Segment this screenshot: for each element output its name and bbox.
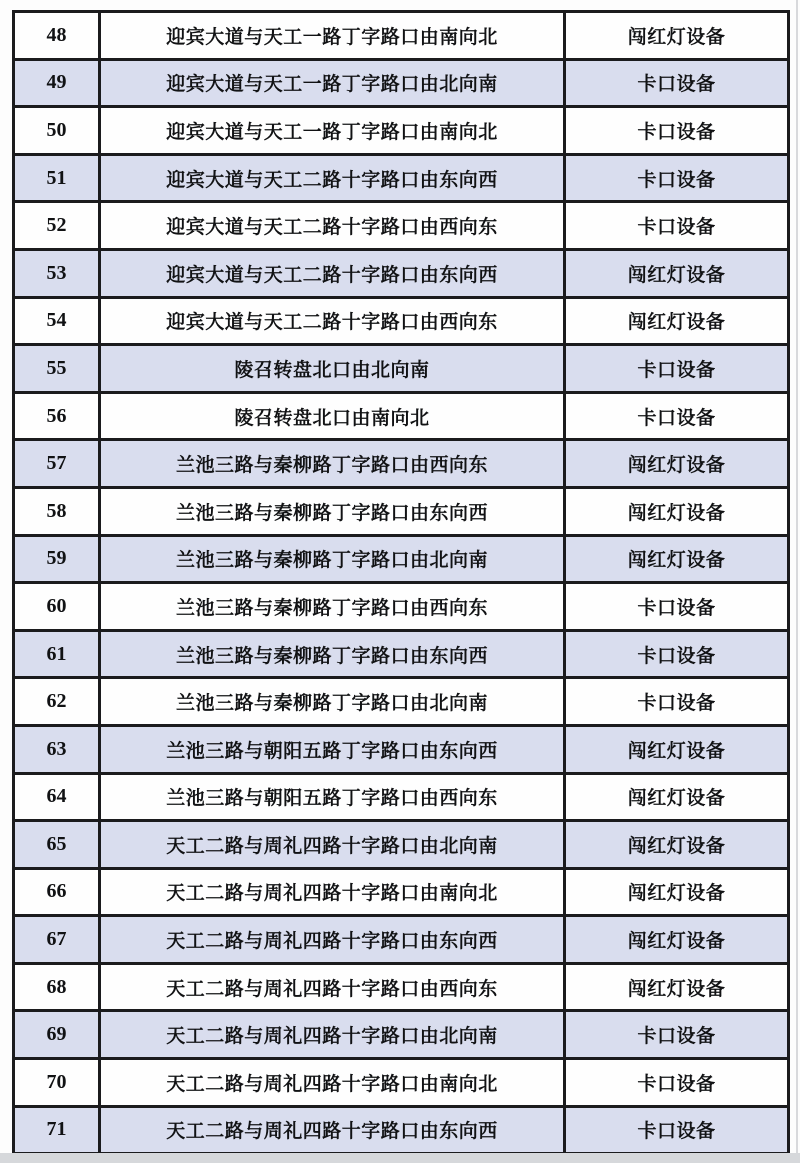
- camera-device-table-body: [14, 12, 789, 1154]
- location-cell: 兰池三路与朝阳五路丁字路口由西向东: [100, 773, 565, 821]
- location-cell: 陵召转盘北口由北向南: [100, 345, 565, 393]
- location-cell: 迎宾大道与天工一路丁字路口由南向北: [100, 107, 565, 155]
- table-row: [14, 107, 789, 155]
- page-bottom-edge: [0, 1153, 800, 1163]
- device-type-cell: 闯红灯设备: [565, 535, 789, 583]
- table-row: [14, 440, 789, 488]
- table-row: [14, 678, 789, 726]
- device-type-cell: 卡口设备: [565, 1059, 789, 1107]
- row-index-cell: 64: [14, 773, 100, 821]
- location-cell: 兰池三路与秦柳路丁字路口由东向西: [100, 630, 565, 678]
- table-row: [14, 249, 789, 297]
- row-index-cell: 53: [14, 249, 100, 297]
- table-row: [14, 1106, 789, 1154]
- device-type-cell: 闯红灯设备: [565, 821, 789, 869]
- device-type-cell: 卡口设备: [565, 345, 789, 393]
- location-cell: 天工二路与周礼四路十字路口由西向东: [100, 963, 565, 1011]
- table-row: [14, 773, 789, 821]
- table-row: [14, 12, 789, 60]
- table-row: [14, 392, 789, 440]
- row-index-cell: 51: [14, 154, 100, 202]
- location-cell: 天工二路与周礼四路十字路口由南向北: [100, 1059, 565, 1107]
- table-row: [14, 202, 789, 250]
- camera-device-table: [12, 10, 790, 1155]
- location-cell: 兰池三路与秦柳路丁字路口由西向东: [100, 440, 565, 488]
- device-type-cell: 闯红灯设备: [565, 963, 789, 1011]
- device-type-cell: 卡口设备: [565, 630, 789, 678]
- table-row: [14, 868, 789, 916]
- table-row: [14, 583, 789, 631]
- row-index-cell: 59: [14, 535, 100, 583]
- row-index-cell: 55: [14, 345, 100, 393]
- location-cell: 天工二路与周礼四路十字路口由南向北: [100, 868, 565, 916]
- row-index-cell: 56: [14, 392, 100, 440]
- row-index-cell: 58: [14, 487, 100, 535]
- row-index-cell: 50: [14, 107, 100, 155]
- location-cell: 陵召转盘北口由南向北: [100, 392, 565, 440]
- location-cell: 天工二路与周礼四路十字路口由东向西: [100, 916, 565, 964]
- table-row: [14, 1011, 789, 1059]
- location-cell: 迎宾大道与天工二路十字路口由西向东: [100, 202, 565, 250]
- table-row: [14, 1059, 789, 1107]
- device-type-cell: 卡口设备: [565, 1106, 789, 1154]
- device-type-cell: 闯红灯设备: [565, 487, 789, 535]
- location-cell: 迎宾大道与天工一路丁字路口由南向北: [100, 12, 565, 60]
- device-type-cell: 闯红灯设备: [565, 440, 789, 488]
- table-row: [14, 916, 789, 964]
- row-index-cell: 70: [14, 1059, 100, 1107]
- photo-right-edge: [796, 0, 798, 1153]
- row-index-cell: 49: [14, 59, 100, 107]
- table-row: [14, 821, 789, 869]
- device-type-cell: 闯红灯设备: [565, 297, 789, 345]
- device-type-cell: 卡口设备: [565, 392, 789, 440]
- device-type-cell: 闯红灯设备: [565, 916, 789, 964]
- device-type-cell: 卡口设备: [565, 107, 789, 155]
- device-type-cell: 卡口设备: [565, 202, 789, 250]
- location-cell: 天工二路与周礼四路十字路口由北向南: [100, 821, 565, 869]
- row-index-cell: 62: [14, 678, 100, 726]
- device-type-cell: 卡口设备: [565, 59, 789, 107]
- location-cell: 迎宾大道与天工二路十字路口由西向东: [100, 297, 565, 345]
- row-index-cell: 67: [14, 916, 100, 964]
- table-row: [14, 154, 789, 202]
- location-cell: 天工二路与周礼四路十字路口由北向南: [100, 1011, 565, 1059]
- table-row: [14, 963, 789, 1011]
- device-type-cell: 卡口设备: [565, 154, 789, 202]
- row-index-cell: 60: [14, 583, 100, 631]
- device-type-cell: 闯红灯设备: [565, 725, 789, 773]
- location-cell: 迎宾大道与天工二路十字路口由东向西: [100, 154, 565, 202]
- table-row: [14, 630, 789, 678]
- row-index-cell: 65: [14, 821, 100, 869]
- row-index-cell: 66: [14, 868, 100, 916]
- table-row: [14, 487, 789, 535]
- table-row: [14, 297, 789, 345]
- location-cell: 兰池三路与秦柳路丁字路口由西向东: [100, 583, 565, 631]
- location-cell: 兰池三路与秦柳路丁字路口由北向南: [100, 678, 565, 726]
- device-type-cell: 闯红灯设备: [565, 773, 789, 821]
- location-cell: 迎宾大道与天工一路丁字路口由北向南: [100, 59, 565, 107]
- row-index-cell: 61: [14, 630, 100, 678]
- location-cell: 兰池三路与秦柳路丁字路口由东向西: [100, 487, 565, 535]
- table-row: [14, 345, 789, 393]
- table-row: [14, 725, 789, 773]
- location-cell: 兰池三路与朝阳五路丁字路口由东向西: [100, 725, 565, 773]
- row-index-cell: 54: [14, 297, 100, 345]
- row-index-cell: 48: [14, 12, 100, 60]
- device-type-cell: 卡口设备: [565, 583, 789, 631]
- row-index-cell: 68: [14, 963, 100, 1011]
- device-type-cell: 闯红灯设备: [565, 249, 789, 297]
- row-index-cell: 57: [14, 440, 100, 488]
- row-index-cell: 71: [14, 1106, 100, 1154]
- location-cell: 天工二路与周礼四路十字路口由东向西: [100, 1106, 565, 1154]
- table-row: [14, 535, 789, 583]
- location-cell: 迎宾大道与天工二路十字路口由东向西: [100, 249, 565, 297]
- device-type-cell: 闯红灯设备: [565, 12, 789, 60]
- row-index-cell: 69: [14, 1011, 100, 1059]
- table-row: [14, 59, 789, 107]
- device-type-cell: 卡口设备: [565, 1011, 789, 1059]
- row-index-cell: 52: [14, 202, 100, 250]
- row-index-cell: 63: [14, 725, 100, 773]
- location-cell: 兰池三路与秦柳路丁字路口由北向南: [100, 535, 565, 583]
- device-type-cell: 闯红灯设备: [565, 868, 789, 916]
- device-type-cell: 卡口设备: [565, 678, 789, 726]
